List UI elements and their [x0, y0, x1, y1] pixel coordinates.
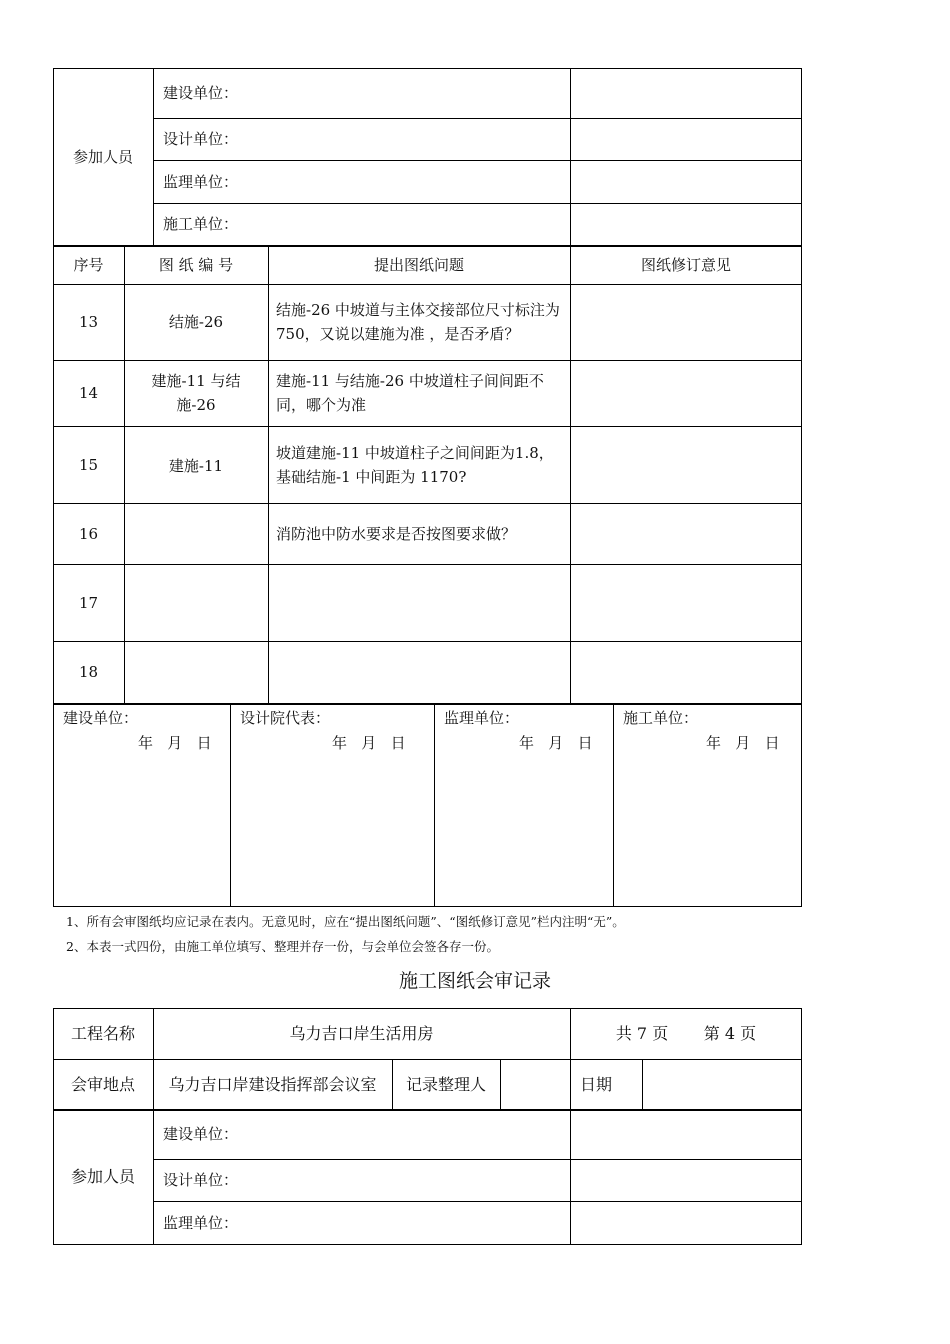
row-issue: 坡道建施-11 中坡道柱子之间间距为1.8，基础结施-1 中间距为 1170? [276, 443, 554, 486]
row-issue [268, 641, 570, 703]
location-label: 会审地点 [70, 1074, 135, 1094]
signature-design-date: 年 月 日 [332, 734, 406, 752]
page-title: 施工图纸会审记录 [398, 970, 551, 992]
row-drawing-no [124, 503, 268, 564]
row-drawing-no [124, 564, 268, 641]
signature-contractor-date: 年 月 日 [706, 734, 780, 752]
row-seq: 17 [78, 593, 99, 612]
divider [230, 703, 231, 907]
row-drawing-no: 建施-11 与结施-26 [151, 372, 241, 414]
row-seq: 16 [78, 524, 99, 543]
row-revision [570, 641, 802, 703]
unit-construction-label: 建设单位： [163, 1125, 239, 1143]
signature-supervision-label: 监理单位： [444, 709, 520, 727]
row-issue: 消防池中防水要求是否按图要求做？ [276, 524, 517, 543]
header-revision: 图纸修订意见 [640, 255, 731, 274]
participants-label: 参加人员 [70, 1167, 135, 1186]
row-drawing-no: 结施-26 [168, 313, 224, 331]
header-issue: 提出图纸问题 [373, 255, 464, 274]
project-name-label: 工程名称 [70, 1023, 135, 1043]
row-seq: 15 [78, 455, 99, 474]
unit-design-label: 设计单位： [163, 130, 239, 148]
signature-construction-label: 建设单位： [63, 709, 139, 727]
recorder-value [500, 1059, 570, 1110]
signature-supervision-date: 年 月 日 [519, 734, 593, 752]
row-drawing-no [124, 641, 268, 703]
signature-design-label: 设计院代表： [240, 709, 331, 727]
header-drawing-no: 图 纸 编 号 [158, 255, 234, 274]
note-1: 1、所有会审图纸均应记录在表内。无意见时，应在“提出图纸问题”、“图纸修订意见”栏内注明“无”。 [66, 914, 625, 929]
signature-contractor-label: 施工单位： [623, 709, 699, 727]
participants-label: 参加人员 [72, 148, 133, 166]
row-revision [570, 564, 802, 641]
row-issue: 建施-11 与结施-26 中坡道柱子间间距不同，哪个为准 [276, 372, 544, 414]
location-value: 乌力吉口岸建设指挥部会议室 [168, 1074, 377, 1094]
row-revision [570, 284, 802, 360]
divider [434, 703, 435, 907]
row-issue [268, 564, 570, 641]
row-seq: 18 [78, 663, 99, 681]
signature-construction-date: 年 月 日 [138, 734, 212, 752]
row-revision [570, 426, 802, 503]
row-revision [570, 503, 802, 564]
divider [613, 703, 614, 907]
unit-supervision-label: 监理单位： [163, 172, 239, 191]
unit-design-label: 设计单位： [163, 1171, 239, 1189]
row-revision [570, 360, 802, 426]
note-2: 2、本表一式四份，由施工单位填写、整理并存一份，与会单位会签各存一份。 [66, 939, 499, 954]
unit-supervision-label: 监理单位： [163, 1214, 239, 1232]
divider [53, 703, 802, 705]
header-seq: 序号 [73, 255, 104, 274]
row-drawing-no: 建施-11 [168, 457, 224, 475]
recorder-label: 记录整理人 [405, 1074, 486, 1094]
row-seq: 14 [78, 384, 99, 402]
date-value [642, 1059, 802, 1110]
date-label: 日期 [580, 1074, 613, 1094]
unit-contractor-label: 施工单位： [163, 215, 239, 233]
row-issue: 结施-26 中坡道与主体交接部位尺寸标注为 750，又说以建施为准 ，是否矛盾？ [276, 301, 560, 343]
page-count: 共 7 页 第 4 页 [615, 1023, 757, 1043]
unit-construction-label: 建设单位： [163, 84, 239, 102]
project-name-value: 乌力吉口岸生活用房 [289, 1023, 434, 1043]
row-seq: 13 [78, 313, 99, 331]
